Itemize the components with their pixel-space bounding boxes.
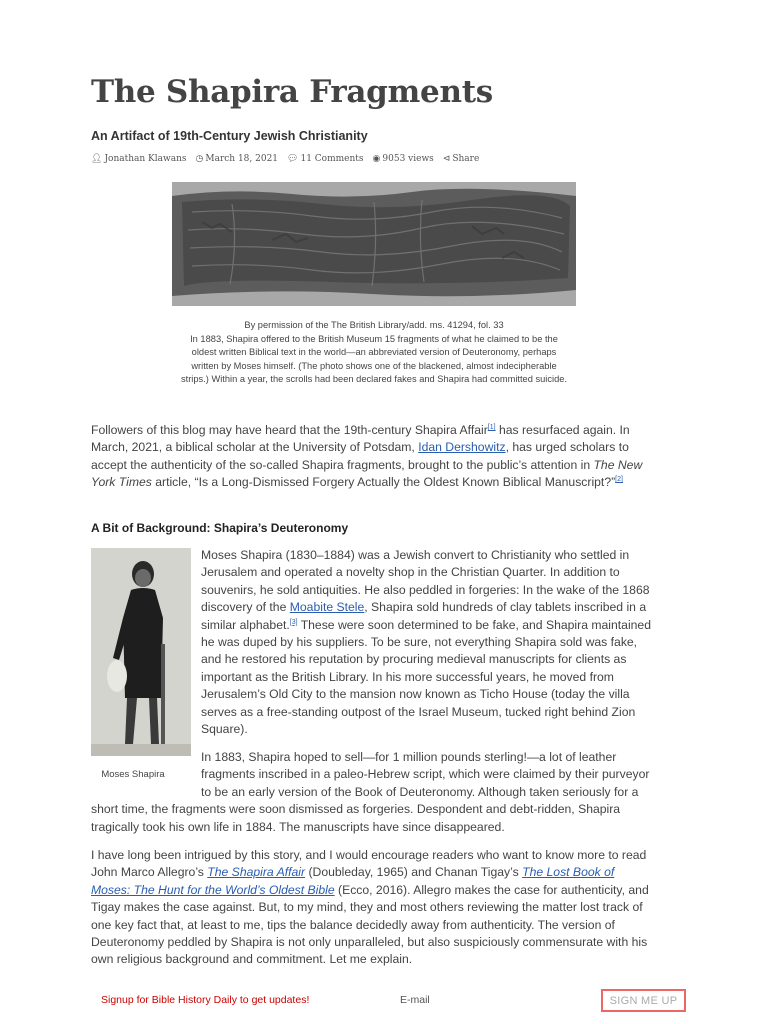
user-icon: 👤︎ xyxy=(91,154,103,164)
p4-text-a: I have long been intrigued by this story, and I would encourage readers who want to know more to read John Marco Allegro’s xyxy=(91,848,647,880)
p4-text-b: (Doubleday, 1965) and Chanan Tigay’s xyxy=(305,865,523,880)
lost-book-of-moses-link[interactable]: The Lost Book of Moses: The Hunt for the World’s Oldest Bible xyxy=(91,865,615,897)
p1-text-b: has resurfaced again. In March, 2021, a biblical scholar at the University of Potsdam, xyxy=(91,423,630,455)
background-paragraph xyxy=(201,547,656,738)
hero-caption xyxy=(178,319,570,387)
shapira-affair-book-link[interactable]: The Shapira Affair xyxy=(207,865,306,880)
comments-link[interactable] xyxy=(287,154,363,164)
views-text: 9053 views xyxy=(382,154,434,164)
section-heading: A Bit of Background: Shapira’s Deuteronomy xyxy=(91,521,349,535)
p3-text: In 1883, Shapira hoped to sell—for 1 million pounds sterling!—a lot of leather fragments inscribed in a paleo-Hebrew script, which were claimed by their purveyor to be an early version of the Book of Deuteronomy. Although taken seriously for a short time, the fragments were soon dismissed as forgeries. Despondent and debt-ridden, Shapira tragically took his own life in 1884. The manuscripts have since disappeared. xyxy=(91,750,650,834)
author-link[interactable] xyxy=(91,154,187,164)
share-button[interactable] xyxy=(443,154,480,164)
email-input[interactable]: E-mail xyxy=(400,994,430,1006)
author-name: Jonathan Klawans xyxy=(104,154,187,164)
hero-credit: By permission of the The British Library/add. ms. 41294, fol. 33 xyxy=(244,320,504,330)
article-title: The Shapira Fragments xyxy=(91,74,493,110)
hero-image-scroll-fragment xyxy=(172,182,576,306)
post-date xyxy=(196,154,279,164)
sign-me-up-button[interactable]: SIGN ME UP xyxy=(601,989,686,1012)
p1-text-a: Followers of this blog may have heard that the 19th-century Shapira Affair xyxy=(91,423,488,437)
footnote-1-link[interactable]: [1] xyxy=(487,423,496,431)
moses-shapira-portrait xyxy=(91,548,191,756)
sale-paragraph xyxy=(91,749,654,836)
moabite-stele-link[interactable]: Moabite Stele xyxy=(289,600,365,615)
signup-prompt[interactable]: Signup for Bible History Daily to get updates! xyxy=(101,994,310,1006)
p4-text-c: (Ecco, 2016). Allegro makes the case for authenticity, and Tigay makes the case against. But, to my mind, they and most others reviewing the matter lost track of one key fact that, at least to me, tips the balance decidedly away from authenticity. The version of Deuteronomy peddled by Shapira is not only unparalleled, but also suspiciously commensurate with his own religious background and commitment. Let me explain. xyxy=(91,882,649,967)
comments-count: 11 Comments xyxy=(300,154,364,164)
views-count xyxy=(373,154,434,164)
article-meta xyxy=(91,154,479,164)
footnote-2-link[interactable]: [2] xyxy=(615,476,623,484)
p1-text-c: , has urged scholars to accept the authenticity of the so-called Shapira fragments, brought to the public’s attention in xyxy=(91,440,629,472)
float-spacer xyxy=(91,749,201,801)
date-text: March 18, 2021 xyxy=(205,154,279,164)
p2-text-c: These were soon determined to be fake, and Shapira maintained he was duped by his suppliers. To be sure, not everything Shapira sold was fake, and he restored his reputation by procuring medieval manuscripts for clients as important as the British Library. In his more successful years, he moved from Jerusalem’s Old City to the mansion now known as Ticho House (today the villa serves as a free-standing outpost of the Israel Museum, tucked right behind Zion Square). xyxy=(201,617,651,737)
hero-description: In 1883, Shapira offered to the British Museum 15 fragments of what he claimed to be the oldest written Biblical text in the world—an abbreviated version of Deuteronomy, perhaps written by Moses himself. (The photo shows one of the blackened, almost indecipherable strips.) Within a year, the scrolls had been declared fakes and Shapira had committed suicide. xyxy=(180,333,568,384)
eye-icon: ◉ xyxy=(372,154,381,164)
intrigue-paragraph xyxy=(91,847,654,969)
portrait-caption: Moses Shapira xyxy=(101,769,165,780)
comments-icon: 💬︎ xyxy=(287,154,299,164)
idan-dershowitz-link[interactable]: Idan Dershowitz xyxy=(418,440,506,455)
article-subtitle: An Artifact of 19th-Century Jewish Christianity xyxy=(91,129,368,143)
intro-paragraph xyxy=(91,422,654,492)
share-icon: ⊲ xyxy=(442,154,451,164)
clock-icon: ◷ xyxy=(195,154,204,164)
p2-text-a: Moses Shapira (1830–1884) was a Jewish convert to Christianity who settled in Jerusalem and operated a novelty shop in the Christian Quarter. In addition to souvenirs, he sold antiquities. He also peddled in forgeries: In the wake of the 1868 discovery of the xyxy=(201,548,650,615)
p2-text-b: , Shapira sold hundreds of clay tablets inscribed in a similar alphabet. xyxy=(201,600,647,632)
nyt-title: The New York Times xyxy=(91,457,643,490)
share-label: Share xyxy=(452,154,480,164)
p1-text-d: article, “Is a Long-Dismissed Forgery Actually the Oldest Known Biblical Manuscript?” xyxy=(151,475,616,490)
footnote-3-link[interactable]: [3] xyxy=(289,618,298,626)
